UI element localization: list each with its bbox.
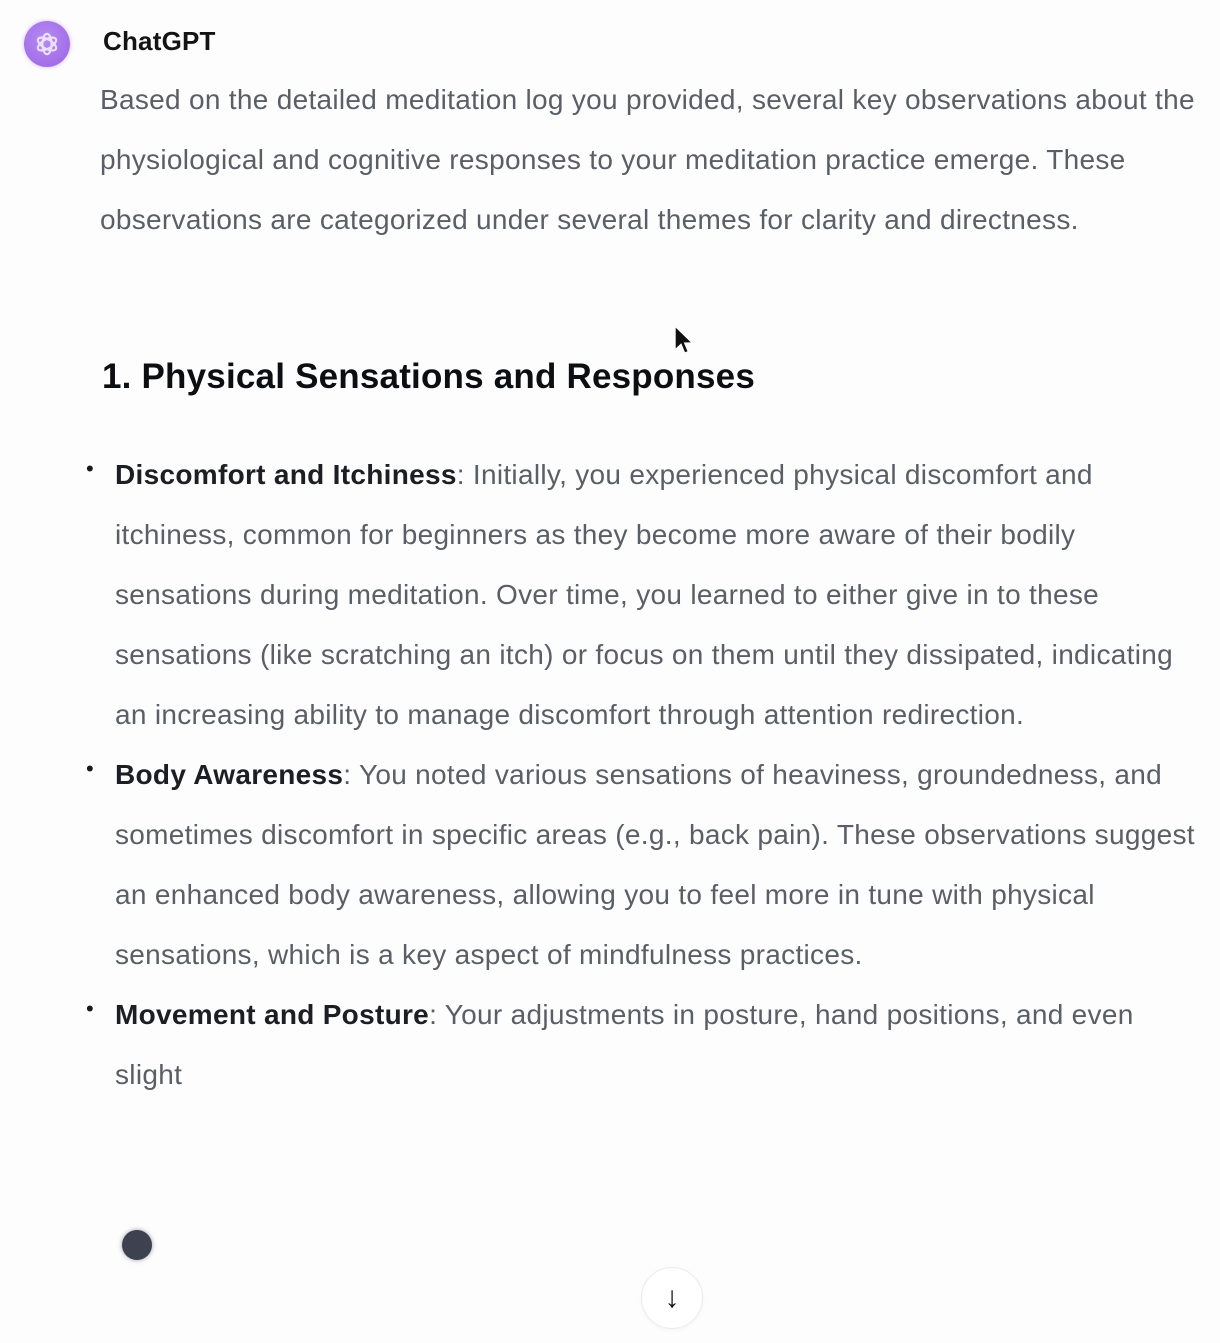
chatgpt-avatar: [24, 21, 70, 67]
arrow-down-icon: ↓: [664, 1281, 680, 1314]
bullet-icon: •: [86, 456, 94, 481]
list-item: [82, 445, 1196, 745]
scroll-to-bottom-button[interactable]: [641, 1267, 703, 1329]
bullet-icon: •: [86, 996, 94, 1021]
list-item: [82, 985, 1196, 1105]
bullet-label: Body Awareness: [115, 759, 344, 790]
bullet-text: [115, 445, 1196, 745]
bullet-text: [115, 985, 1196, 1105]
streaming-cursor-indicator: [122, 1230, 152, 1260]
bullet-icon: •: [86, 756, 94, 781]
bullet-description: : You noted various sensations of heaviness, groundedness, and sometimes discomfort in specific areas (e.g., back pain). These observations suggest an enhanced body awareness, allowing you to feel more in tune with physical sensations, which is a key aspect of mindfulness practices.: [115, 759, 1195, 970]
bullet-description: : Initially, you experienced physical discomfort and itchiness, common for beginners as they become more aware of their bodily sensations during meditation. Over time, you learned to either give in to these sensations (like scratching an itch) or focus on them until they dissipated, indicating an increasing ability to manage discomfort through attention redirection.: [115, 459, 1173, 730]
list-item: [82, 745, 1196, 985]
message-intro-paragraph: Based on the detailed meditation log you provided, several key observations about the physiological and cognitive responses to your meditation practice emerge. These observations are categorized under several themes for clarity and directness.: [100, 84, 1195, 235]
bullet-list: [82, 445, 1196, 1105]
section-heading: 1. Physical Sensations and Responses: [102, 357, 756, 396]
bullet-description: : Your adjustments in posture, hand positions, and even slight: [115, 999, 1134, 1090]
bullet-text: [115, 745, 1196, 985]
bullet-label: Movement and Posture: [115, 999, 430, 1030]
sender-name: ChatGPT: [103, 26, 216, 56]
bullet-label: Discomfort and Itchiness: [115, 459, 457, 490]
chatgpt-logo-icon: [32, 29, 62, 59]
mouse-cursor-icon: [671, 325, 695, 359]
